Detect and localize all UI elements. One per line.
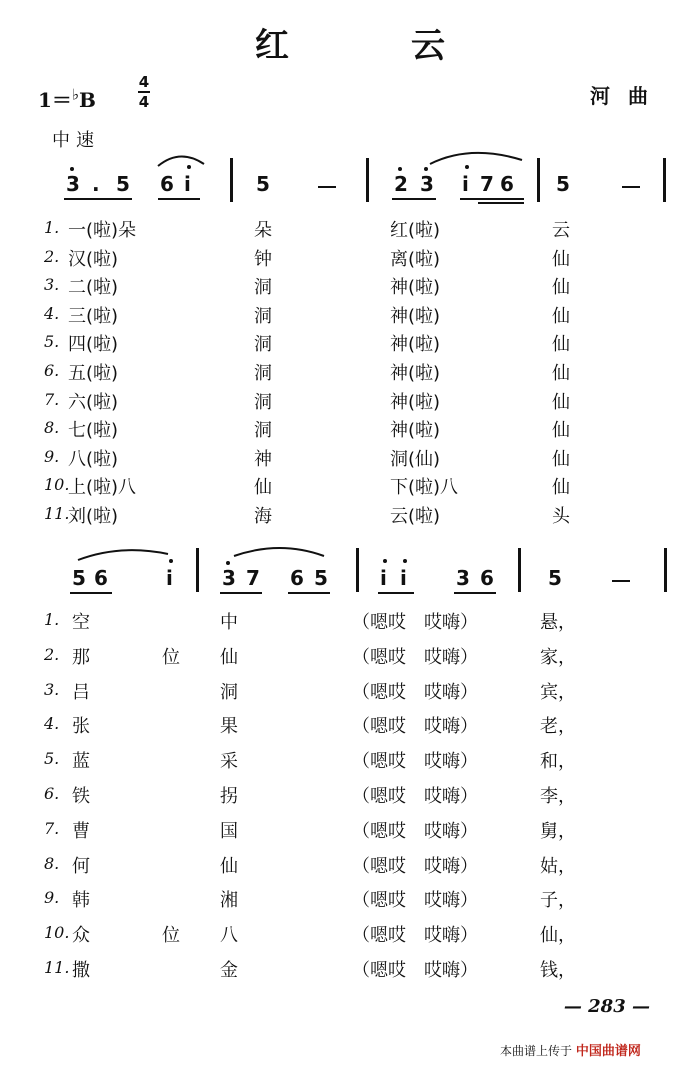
lyric-cell: 空 xyxy=(72,612,90,633)
note: 5 xyxy=(72,566,86,590)
lyric-cell: 仙 xyxy=(220,646,238,668)
lyric-cell: 朵 xyxy=(254,220,272,241)
lyric-cell: 洞 xyxy=(254,305,272,327)
lyric-cell: 金 xyxy=(220,960,238,981)
verse-number: 4. xyxy=(44,303,60,323)
lyric-cell: 仙 xyxy=(254,477,272,499)
lyric-cell: （嗯哎 哎嗨） xyxy=(352,960,478,981)
verse-number: 4. xyxy=(44,714,60,734)
note: 7 xyxy=(480,172,494,196)
lyric-cell: 神(啦) xyxy=(390,305,441,327)
note: 6 xyxy=(500,172,514,196)
lyric-cell: （嗯哎 哎嗨） xyxy=(352,890,478,912)
lyric-cell: 李， xyxy=(540,786,576,807)
lyric-cell: 铁 xyxy=(72,786,90,807)
lyric-cell: （嗯哎 哎嗨） xyxy=(352,612,478,633)
note: 5 xyxy=(556,172,570,196)
note: i xyxy=(462,172,469,196)
note: 5 xyxy=(314,566,328,590)
verse-number: 10. xyxy=(44,923,70,943)
lyric-cell: 三(啦) xyxy=(68,305,119,327)
lyric-cell: 湘 xyxy=(220,890,238,912)
lyric-cell: 洞 xyxy=(254,391,272,413)
verse-number: 3. xyxy=(44,679,60,699)
verse-number: 8. xyxy=(44,418,60,438)
note: i xyxy=(380,566,387,590)
lyric-cell: 洞 xyxy=(254,334,272,356)
lyric-cell: （嗯哎 哎嗨） xyxy=(352,716,478,738)
lyric-cell: 仙 xyxy=(552,334,570,356)
lyric-cell: 八(啦) xyxy=(68,448,119,470)
verse-number: 11. xyxy=(44,958,70,977)
lyric-cell: 五(啦) xyxy=(68,363,119,384)
verse-number: 6. xyxy=(44,361,60,380)
lyric-cell: 钟 xyxy=(254,248,272,270)
verse-number: 7. xyxy=(44,818,60,838)
lyric-cell: 六(啦) xyxy=(68,391,119,413)
flat-sign: ♭ xyxy=(71,85,79,104)
lyric-cell: 众 xyxy=(72,925,90,947)
footer-brand: 中国曲谱网 xyxy=(575,1044,641,1059)
lyric-cell: 撒 xyxy=(72,960,90,981)
lyric-cell: （嗯哎 哎嗨） xyxy=(352,820,478,842)
lyric-cell: 上(啦)八 xyxy=(68,477,137,499)
lyric-cell: 拐 xyxy=(220,786,238,807)
verse-number: 11. xyxy=(44,504,70,523)
note: i xyxy=(184,172,191,196)
lyric-cell: 头 xyxy=(552,506,570,527)
lyric-cell: 舅， xyxy=(540,820,576,842)
lyric-cell: 离(啦) xyxy=(390,248,441,270)
lyric-cell: 仙 xyxy=(552,420,570,442)
lyric-cell: 下(啦)八 xyxy=(390,477,459,499)
lyric-cell: 洞 xyxy=(220,681,238,703)
verse-number: 1. xyxy=(44,610,60,629)
note: 7 xyxy=(246,566,260,590)
lyric-cell: 洞 xyxy=(254,277,272,299)
lyric-cell: 云 xyxy=(552,220,570,241)
lyric-cell: （嗯哎 哎嗨） xyxy=(352,855,478,877)
verse-number: 2. xyxy=(44,644,60,664)
lyric-cell: 钱， xyxy=(540,960,576,981)
note: i xyxy=(400,566,407,590)
lyric-cell: 汉(啦) xyxy=(68,248,119,270)
lyric-cell: 仙 xyxy=(220,855,238,877)
lyric-cell: 仙 xyxy=(552,391,570,413)
lyric-cell: 八 xyxy=(220,925,238,947)
tempo-marking: 中速 xyxy=(52,130,100,151)
lyric-cell: 七(啦) xyxy=(68,420,119,442)
note: 5 xyxy=(256,172,270,196)
verse-number: 9. xyxy=(44,446,60,466)
lyric-cell: 蓝 xyxy=(72,751,90,773)
lyric-cell: 位 xyxy=(162,646,180,668)
lyric-cell: 仙 xyxy=(552,363,570,384)
lyric-cell: 姑， xyxy=(540,855,576,877)
note: 3 xyxy=(420,172,434,196)
lyric-cell: 曹 xyxy=(72,820,90,842)
slur xyxy=(158,156,204,166)
lyric-cell: 刘(啦) xyxy=(68,506,119,527)
lyric-cell: 云(啦) xyxy=(390,506,441,527)
slur xyxy=(234,548,324,556)
lyric-cell: 果 xyxy=(220,716,238,738)
note: 6 xyxy=(290,566,304,590)
note: i xyxy=(166,566,173,590)
lyric-cell: （嗯哎 哎嗨） xyxy=(352,751,478,773)
lyric-cell: 神(啦) xyxy=(390,334,441,356)
lyric-cell: 家， xyxy=(540,646,576,668)
lyric-cell: （嗯哎 哎嗨） xyxy=(352,925,478,947)
verse-number: 1. xyxy=(44,218,60,237)
lyric-cell: 张 xyxy=(72,716,90,738)
key-prefix: 1＝ xyxy=(38,88,72,112)
lyric-cell: （嗯哎 哎嗨） xyxy=(352,681,478,703)
page-number: — 283 — xyxy=(563,996,650,1017)
lyric-cell: 仙 xyxy=(552,248,570,270)
footer xyxy=(500,1040,641,1059)
lyric-cell: 神 xyxy=(254,448,272,470)
lyric-cell: 仙 xyxy=(552,277,570,299)
lyric-cell: 仙 xyxy=(552,477,570,499)
note: 2 xyxy=(394,172,408,196)
lyric-cell: 洞 xyxy=(254,363,272,384)
verse-number: 5. xyxy=(44,332,60,352)
time-signature-bottom: 4 xyxy=(138,93,150,111)
verse-number: 8. xyxy=(44,853,60,873)
lyric-cell: 神(啦) xyxy=(390,391,441,413)
lyric-cell: （嗯哎 哎嗨） xyxy=(352,786,478,807)
lyric-cell: 韩 xyxy=(72,890,90,912)
lyric-cell: 海 xyxy=(254,506,272,527)
slur xyxy=(430,153,522,164)
verse-number: 5. xyxy=(44,749,60,769)
lyric-cell: 神(啦) xyxy=(390,363,441,384)
key-note: B xyxy=(79,88,96,112)
lyric-cell: 二(啦) xyxy=(68,277,119,299)
song-title: 红 云 xyxy=(255,26,489,66)
verse-number: 3. xyxy=(44,275,60,295)
lyric-cell: 和， xyxy=(540,751,576,773)
lyric-cell: （嗯哎 哎嗨） xyxy=(352,646,478,668)
verse-number: 10. xyxy=(44,475,70,495)
lyric-cell: 神(啦) xyxy=(390,277,441,299)
lyric-cell: 仙 xyxy=(552,305,570,327)
lyric-cell: 何 xyxy=(72,855,90,877)
note: 6 xyxy=(94,566,108,590)
note: 3 xyxy=(456,566,470,590)
footer-text: 本曲谱上传于 xyxy=(500,1044,573,1058)
note: 5 xyxy=(116,172,130,196)
lyric-cell: 四(啦) xyxy=(68,334,119,356)
lyric-cell: 老， xyxy=(540,716,576,738)
lyric-cell: 悬， xyxy=(540,612,576,633)
time-signature-top: 4 xyxy=(138,73,150,91)
verse-number: 6. xyxy=(44,784,60,803)
lyric-cell: 仙， xyxy=(540,925,576,947)
verse-number: 9. xyxy=(44,888,60,908)
lyric-cell: 洞(仙) xyxy=(390,448,441,470)
lyric-cell: 吕 xyxy=(72,681,90,703)
note: 3 xyxy=(222,566,236,590)
lyric-cell: 神(啦) xyxy=(390,420,441,442)
lyric-cell: 子， xyxy=(540,890,576,912)
note: 5 xyxy=(548,566,562,590)
lyric-cell: 位 xyxy=(162,925,180,947)
origin-label: 河曲 xyxy=(590,84,666,108)
lyric-cell: 宾， xyxy=(540,681,576,703)
note: 6 xyxy=(480,566,494,590)
lyric-cell: 那 xyxy=(72,646,90,668)
verse-number: 2. xyxy=(44,246,60,266)
note: 6 xyxy=(160,172,174,196)
lyric-cell: 红(啦) xyxy=(390,220,441,241)
lyric-cell: 仙 xyxy=(552,448,570,470)
note: . xyxy=(92,172,100,196)
lyric-cell: 中 xyxy=(220,612,238,633)
slur xyxy=(78,550,168,560)
lyric-cell: 采 xyxy=(220,751,238,773)
lyric-cell: 一(啦)朵 xyxy=(68,220,137,241)
note: 3 xyxy=(66,172,80,196)
lyric-cell: 洞 xyxy=(254,420,272,442)
verse-number: 7. xyxy=(44,389,60,409)
lyric-cell: 国 xyxy=(220,820,238,842)
